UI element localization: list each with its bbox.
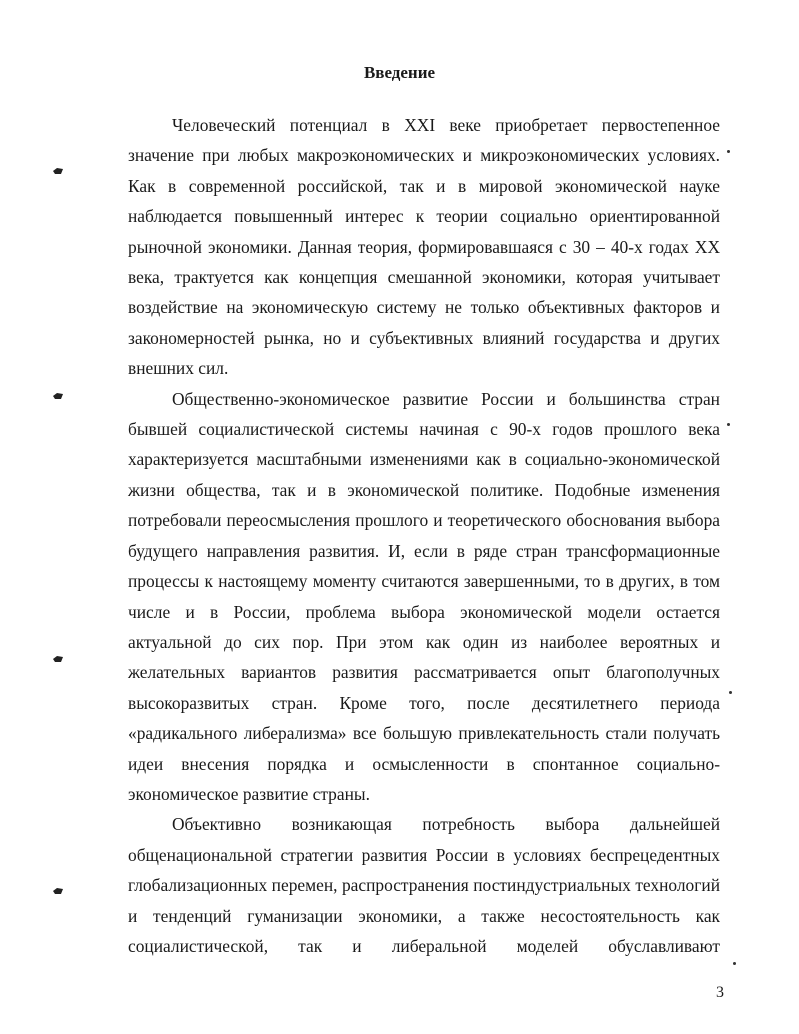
page-number: 3 (716, 984, 724, 1001)
scan-speck (729, 691, 732, 694)
paragraph-3: Объективно возникающая потребность выбора дальнейшей общенациональной стратегии развития России в условиях беспрецедентных глобализационных перемен, распространения постиндустриальных технологий и тенденций гуманизации экономики, а также несостоятельность как социалистической, так и либеральной моделей обуславливают (128, 814, 720, 956)
scan-mark-icon (52, 886, 64, 896)
page-title: Введение (363, 63, 436, 82)
paragraph-2: Общественно-экономическое развитие России и большинства стран бывшей социалистической системы начиная с 90-х годов прошлого века характеризуется масштабными изменениями как в социально-экономической жизни общества, так и в экономической политике. Подобные изменения потребовали переосмысления прошлого и теоретического обоснования выбора будущего направления развития. И, если в ряде стран трансформационные процессы к настоящему моменту считаются завершенными, то в других, в том числе и в России, проблема выбора экономической модели остается актуальной до сих пор. При этом как один из наиболее вероятных и желательных вариантов развития рассматривается опыт благополучных высокоразвитых стран. Кроме того, после десятилетнего периода «радикального либерализма» все большую привлекательность стали получать идеи внесения порядка и осмысленности в спонтанное социально-экономическое развитие страны. (128, 388, 720, 804)
scan-speck (733, 962, 736, 965)
body-text (128, 110, 720, 961)
paragraph-1: Человеческий потенциал в XXI веке приобретает первостепенное значение при любых макроэкономических и микроэкономических условиях. Как в современной российской, так и в мировой экономической науке наблюдается повышенный интерес к теории социально ориентированной рыночной экономики. Данная теория, формировавшаяся с 30 – 40-х годах XX века, трактуется как концепция смешанной экономики, которая учитывает воздействие на экономическую систему не только объективных факторов и закономерностей рынка, но и субъективных влияний государства и других внешних сил. (128, 115, 720, 379)
scan-mark-icon (52, 391, 64, 401)
scan-mark-icon (52, 654, 64, 664)
scan-speck (727, 423, 730, 426)
scan-mark-icon (52, 166, 64, 176)
scan-speck (727, 150, 730, 153)
